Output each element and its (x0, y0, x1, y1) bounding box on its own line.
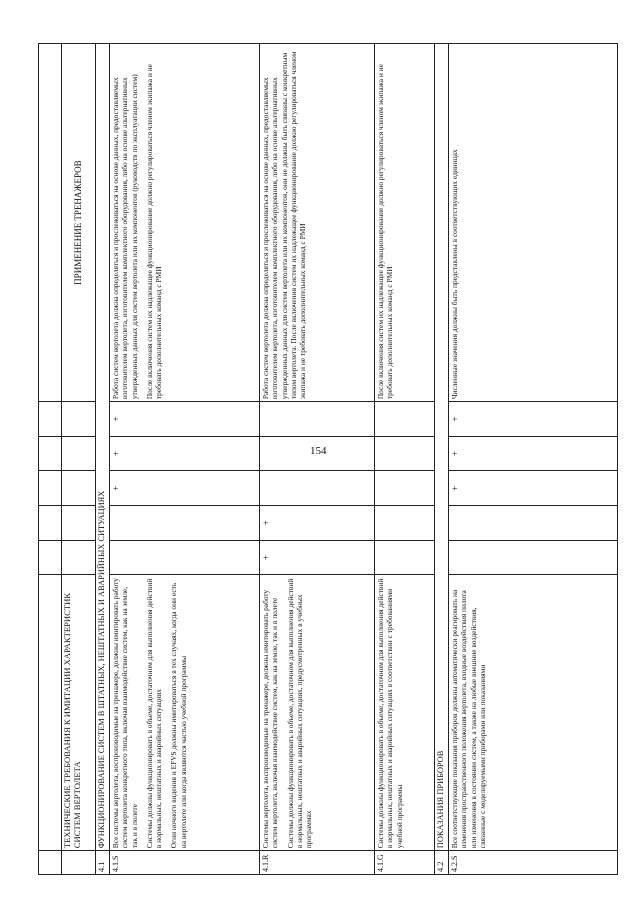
mark-cell (375, 506, 435, 541)
requirement-text: Все системы вертолета, воспроизводимые на тренажере, должны имитировать работу систем вертолета конкретного типа, включая взаимодействие систем, как на земле, так и в полете Системы должны функционировать в объеме, достаточном для выполнения действий в нормальных, нештатных и аварийных ситуациях Огни ночного видения и EFVS должны имитироваться в тех случаях, когда они есть на вертолете или когда являются частью учебной программы (110, 575, 260, 851)
mark-cell: + (260, 506, 375, 541)
section-title: ПОКАЗАНИЯ ПРИБОРОВ (435, 44, 449, 851)
mark-cell: + (110, 402, 260, 437)
row-id: 4.1.R (260, 851, 375, 875)
mark-cell (375, 471, 435, 506)
requirement-text: Системы должны функционировать в объеме, достаточном для выполнения действий в нормальных, нештатных и аварийных ситуациях в соответствии с требованиями учебной программы (375, 575, 435, 851)
section-row (96, 44, 110, 875)
mark-cell: + (449, 402, 618, 437)
requirements-table (38, 43, 618, 875)
rotated-table-wrapper (38, 43, 618, 875)
application-text: Численные значения должны быть представлены в соответствующих единицах (449, 44, 618, 402)
mark-cell: + (110, 471, 260, 506)
requirement-text: Все соответствующие показания приборов должны автоматически реагировать на изменения пространственного положения вертолета, входные воздействия пилота или изменения в состоянии систем, а также на любые внешние воздействия, связанные с моделируемыми приборами или показаниями (449, 575, 618, 851)
mark-cell (260, 436, 375, 471)
mark-cell: + (110, 436, 260, 471)
mark-cell (110, 506, 260, 541)
mark-cell: + (449, 471, 618, 506)
page-number: 154 (310, 445, 327, 457)
table-header-row (62, 44, 96, 875)
requirement-text: Системы вертолета, воспроизводимые на тренажере, должны имитировать работу систем вертолета, включая взаимодействие систем, как на земле, так и в полете Системы должны функционировать в объеме, достаточном для выполнения действий в нормальных, нештатных и аварийных ситуациях, предусмотренных в учебных программах (260, 575, 375, 851)
section-id: 4.1 (96, 851, 110, 875)
mark-cell (260, 471, 375, 506)
mark-cell (375, 436, 435, 471)
row-id: 4.2.S (449, 851, 618, 875)
mark-cell: + (260, 540, 375, 575)
mark-cell (260, 402, 375, 437)
mark-cell (449, 540, 618, 575)
mark-cell (375, 540, 435, 575)
application-text: Работа систем вертолета должна определяться и прослеживаться на основе данных, предоставляемых изготовителем вертолета, изготовителем комплектного оборудования, либо на основе альтернативных утвержденных данных для систем вертолета или их компонентов, они не должны быть связаны с конкретным типом вертолета. После включения систем их надлежащее функционирование должно регулироваться членом экипажа и не требовать дополнительных команд с РМИ (260, 44, 375, 402)
mark-cell: + (449, 436, 618, 471)
header-requirements: ТЕХНИЧЕСКИЕ ТРЕБОВАНИЯ К ИМИТАЦИИ ХАРАКТЕРИСТИК СИСТЕМ ВЕРТОЛЕТА (62, 575, 96, 851)
table-row (375, 44, 435, 875)
table-row (449, 44, 618, 875)
mark-cell (110, 540, 260, 575)
mark-cell (449, 506, 618, 541)
table-row (110, 44, 260, 875)
section-row (435, 44, 449, 875)
table-row (260, 44, 375, 875)
application-text: После включения систем их надлежащее функционирование должно регулироваться членом экипажа и не требовать дополнительных команд с РМИ (375, 44, 435, 402)
row-id: 4.1.S (110, 851, 260, 875)
header-application: ПРИМЕНЕНИЕ ТРЕНАЖЕРОВ (62, 44, 96, 402)
row-id: 4.1.G (375, 851, 435, 875)
section-title: ФУНКЦИОНИРОВАНИЕ СИСТЕМ В ШТАТНЫХ, НЕШТАТНЫХ И АВАРИЙНЫХ СИТУАЦИЯХ (96, 44, 110, 851)
mark-cell (375, 402, 435, 437)
table-top-blank-row (39, 44, 62, 875)
section-id: 4.2 (435, 851, 449, 875)
application-text: Работа систем вертолета должна определяться и прослеживаться на основе данных, предоставляемых изготовителем вертолета, изготовителем комплектного оборудования, либо на основе альтернативных утвержденных данных для систем вертолета или их компонентов (руководств по эксплуатации систем) После включения систем их надлежащее функционирование должно регулироваться членом экипажа и не требовать дополнительных команд с РМИ (110, 44, 260, 402)
